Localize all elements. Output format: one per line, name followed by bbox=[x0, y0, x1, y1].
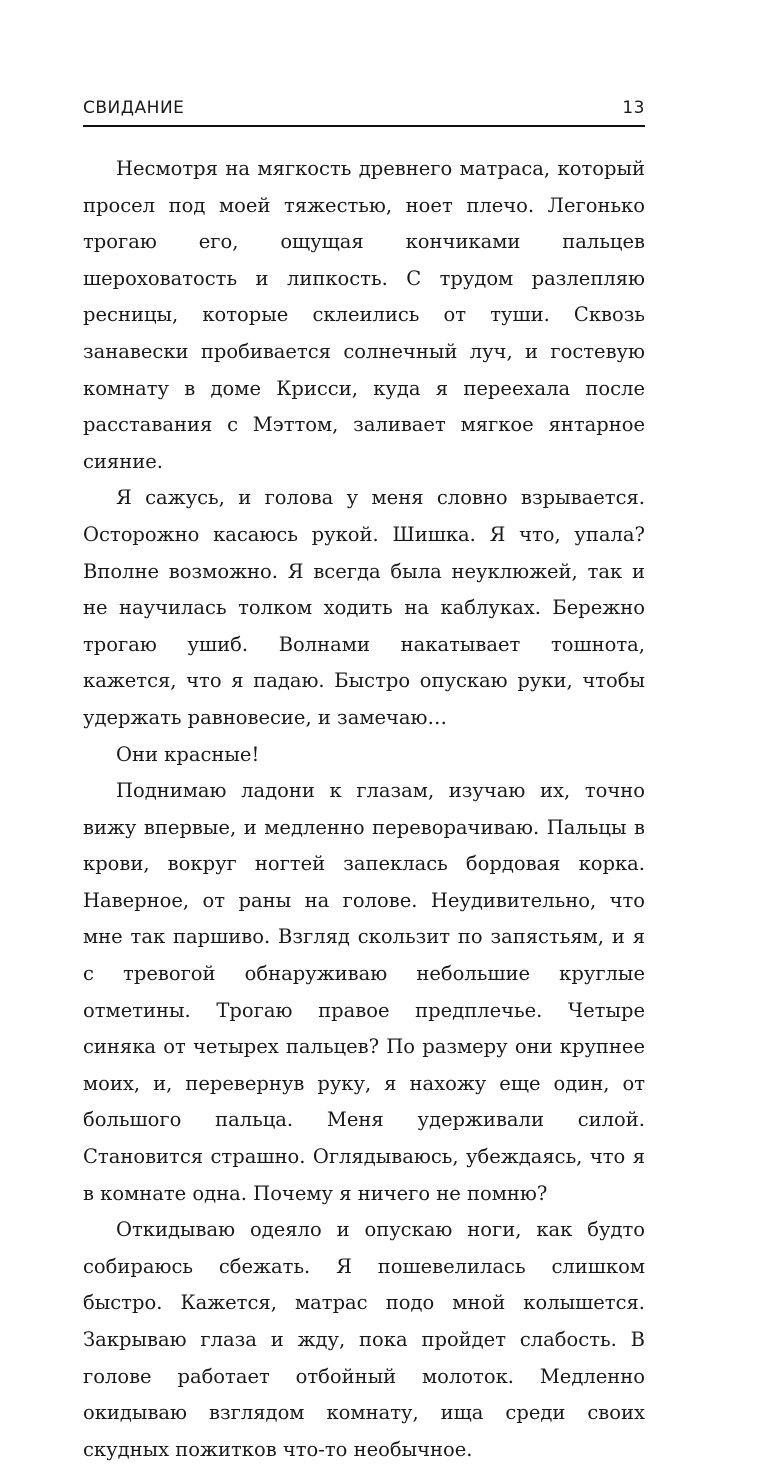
paragraph: Несмотря на мягкость древнего матраса, который просел под моей тяжестью, ноет плечо. Легонько трогаю его, ощущая кончиками пальцев шероховатость и липкость. С трудом разлепляю ресницы, которые склеились от туши. Сквозь занавески пробивается солнечный луч, и гостевую комнату в доме Крисси, куда я переехала после расставания с Мэттом, заливает мягкое янтарное сияние. bbox=[83, 157, 645, 473]
paragraph: Поднимаю ладони к глазам, изучаю их, точно вижу впервые, и медленно переворачиваю. Пальцы в крови, вокруг ногтей запеклась бордовая корка. Наверное, от раны на голове. Неудивительно, что мне так паршиво. Взгляд скользит по запястьям, и я с тревогой обнаруживаю небольшие круглые отметины. Трогаю правое предплечье. Четыре синяка от четырех пальцев? По размеру они крупнее моих, и, перевернув руку, я нахожу еще один, от большого пальца. Меня удерживали силой. Становится страшно. Оглядываюсь, убеждаясь, что я в комнате одна. Почему я ничего не помню? bbox=[83, 779, 645, 1205]
page-number: 13 bbox=[622, 98, 645, 118]
paragraph: Они красные! bbox=[116, 742, 260, 766]
header-rule bbox=[83, 125, 645, 127]
running-header bbox=[83, 98, 645, 122]
body-text bbox=[83, 151, 645, 1468]
book-page bbox=[83, 0, 645, 1461]
paragraph: Я сажусь, и голова у меня словно взрывается. Осторожно касаюсь рукой. Шишка. Я что, упала? Вполне возможно. Я всегда была неуклюжей, так и не научилась толком ходить на каблуках. Бережно трогаю ушиб. Волнами накатывает тошнота, кажется, что я падаю. Быстро опускаю руки, чтобы удержать равновесие, и замечаю… bbox=[83, 486, 645, 729]
paragraph: Откидываю одеяло и опускаю ноги, как будто собираюсь сбежать. Я пошевелилась слишком быстро. Кажется, матрас подо мной колышется. Закрываю глаза и жду, пока пройдет слабость. В голове работает отбойный молоток. Медленно окидываю взглядом комнату, ища среди своих скудных пожитков что-то необычное. bbox=[83, 1218, 645, 1461]
chapter-title: СВИДАНИЕ bbox=[83, 98, 185, 118]
